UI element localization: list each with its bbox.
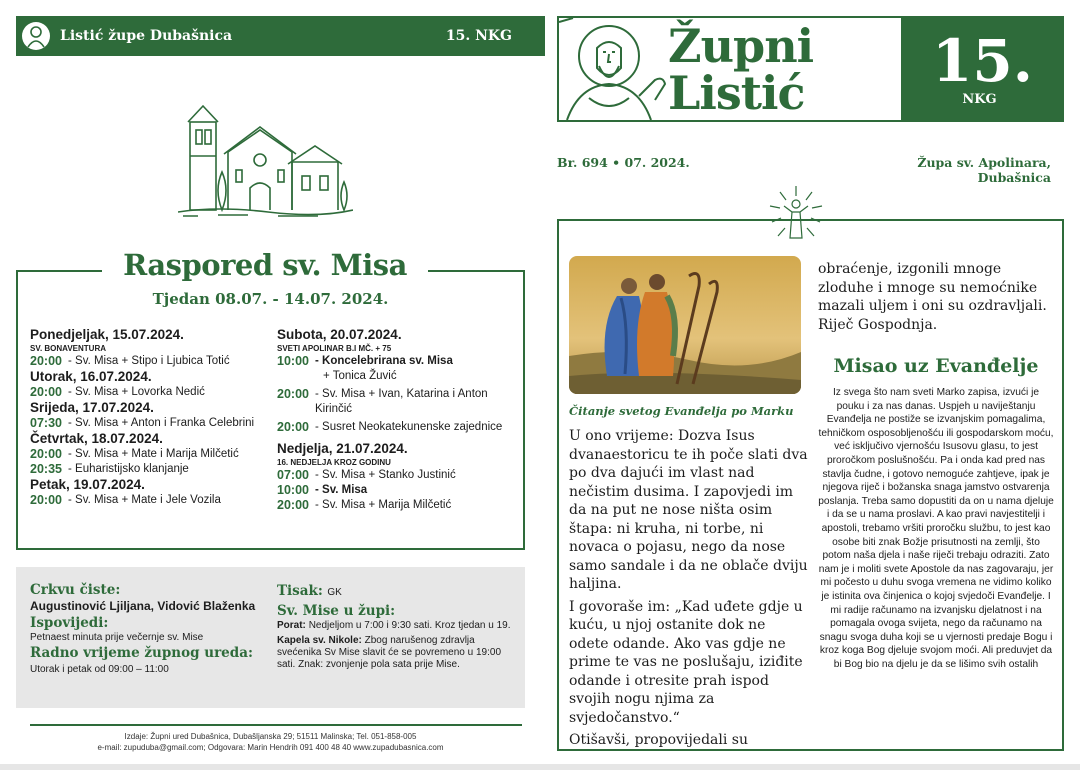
- left-header-number: 15. NKG: [445, 28, 512, 44]
- mass-time: 20:00: [30, 493, 62, 507]
- mass-entry: [277, 483, 517, 498]
- saint-logo-icon: [22, 22, 50, 50]
- schedule-day: [277, 441, 517, 513]
- masthead-number-label: NKG: [962, 92, 997, 107]
- reflection-title: Misao uz Evanđelje: [833, 355, 1039, 377]
- masthead-number-block: [901, 16, 1064, 122]
- kapela-line: [277, 635, 517, 671]
- print-label: Tisak:: [277, 583, 323, 599]
- mass-time: 07:30: [30, 416, 62, 430]
- mass-time: 07:00: [277, 468, 309, 482]
- print-value: GK: [327, 587, 342, 598]
- mass-text: - Sv. Misa + Anton i Franka Celebrini: [68, 417, 255, 429]
- print-line: [277, 582, 517, 600]
- schedule-column-left: [30, 327, 275, 508]
- schedule-day: [30, 327, 275, 369]
- mass-time: 20:35: [30, 462, 62, 476]
- mass-entry: [277, 498, 517, 513]
- imprint-line-2: e-mail: zupuduba@gmail.com; Odgovara: Marin Hendrih 091 400 48 40 www.zupadubasnica.com: [97, 743, 444, 752]
- gospel-paragraph: U ono vrijeme: Dozva Isus dvanaestoricu te ih poče slati dva po dva dajući im vlast nad nečistim dusima. I zapovjedi im da na put ne nose ništa osim štapa: ni kruha, ni torbe, ni novaca o pojasu, nego da nose samo sandale i da ne oblače dviju haljina.: [569, 428, 808, 592]
- mass-entry: [277, 468, 517, 483]
- porat-text: Nedjeljom u 7:00 i 9:30 sati. Kroz tjedan u 19.: [308, 620, 511, 631]
- mass-time: 20:00: [30, 447, 62, 461]
- mass-entry: [30, 493, 275, 508]
- imprint-line-1: Izdaje: Župni ured Dubašnica, Dubašljanska 29; 51511 Malinska; Tel. 051-858-005: [124, 732, 417, 741]
- cleaning-label: Crkvu čiste:: [30, 582, 121, 598]
- cleaning-names: Augustinović Ljiljana, Vidović Blaženka: [30, 599, 256, 613]
- mass-text: - Euharistijsko klanjanje: [68, 463, 189, 475]
- reflection-text: Iz svega što nam sveti Marko zapisa, izvući je pouku i za nas danas. Uspjeh u naviještanju Evanđelja ne postiže se izvanjskim pomagalima, tehničkom osposobljenošću ili gospodarskom moću, već isključivo vjernošću Isusovu glasu, to jest proročkom poslušnošću. Pa i onda kad pred nas stavlja čudne, i gotovo nemoguće zahtjeve, ipak je njegova riječ i božanska snaga jamstvo ostvarenja poslanja. Treba samo dopustiti da on u nama djeluje i da se u nama proslavi. A kao pravi navjestitelji i apostoli, trebamo vršiti proročku službu, to jest kao osobe biti znak Božje prisutnosti na zemlji, što potom naša djela i naše riječi trebaju odraziti. Zato nam je i moliti svete Apostole da nas zagovaraju, jer mi počesto u duhu svoga vremena ne vidimo koliko je istinita ova činjenica o kojoj svjedoči Evanđelje. I mi radije računamo na izvanjsku djelatnost i na pomagala ovoga svijeta, nego da računamo na snagu svoga duha koji se u vjernosti predaje Bogu i kroz koga Bog djeluje svojom moći. Ali preduvjet da bi Bog bio na djelu je da se lišimo svih ostalih: [818, 387, 1054, 670]
- page-bottom-strip: [0, 764, 1080, 770]
- mass-time: 20:00: [277, 420, 309, 434]
- day-heading: Utorak, 16.07.2024.: [30, 369, 152, 384]
- mass-text: - Sv. Misa + Ivan, Katarina i Anton Kirinčić: [315, 388, 488, 415]
- day-heading: Srijeda, 17.07.2024.: [30, 400, 154, 415]
- masthead-title-line1: Župni: [668, 19, 814, 73]
- mass-text-block: [315, 354, 517, 384]
- issue-number: Br. 694 • 07. 2024.: [557, 155, 690, 170]
- mass-text-secondary: + Tonica Žuvić: [323, 370, 397, 382]
- saint-portrait-icon: [559, 18, 669, 120]
- left-header-title: Listić župe Dubašnica: [60, 28, 233, 44]
- mass-time: 20:00: [30, 354, 62, 368]
- masthead-title-line2: Listić: [668, 66, 805, 120]
- mass-text: - Koncelebrirana sv. Misa: [315, 355, 453, 367]
- office-hours-label: Radno vrijeme župnog ureda:: [30, 645, 253, 661]
- schedule-title: Raspored sv. Misa: [102, 248, 428, 282]
- mass-text: - Sv. Misa: [315, 484, 368, 496]
- left-header-bar: [16, 16, 545, 56]
- schedule-week: Tjedan 08.07. - 14.07. 2024.: [152, 290, 389, 308]
- mass-text: - Sv. Misa + Stipo i Ljubica Totić: [68, 355, 230, 367]
- schedule-column-right: [277, 327, 517, 513]
- mass-entry: [277, 420, 517, 435]
- schedule-day: [277, 327, 517, 435]
- imprint-divider: [30, 724, 522, 726]
- mass-entry: [277, 387, 517, 417]
- mass-text: - Sv. Misa + Mate i Jele Vozila: [68, 494, 221, 506]
- imprint: [16, 731, 525, 753]
- mass-time: 20:00: [277, 387, 309, 401]
- parish-name: Župa sv. Apolinara, Dubašnica: [917, 155, 1051, 185]
- porat-label: Porat:: [277, 620, 306, 631]
- mass-text: - Sv. Misa + Stanko Justinić: [315, 469, 456, 481]
- masses-label: Sv. Mise u župi:: [277, 603, 396, 619]
- day-saint: SVETI APOLINAR B.I MČ. + 75: [277, 344, 392, 353]
- mass-time: 20:00: [30, 385, 62, 399]
- day-heading: Petak, 19.07.2024.: [30, 477, 145, 492]
- mass-text: - Susret Neokatekunenske zajednice: [315, 421, 503, 433]
- mass-text: - Sv. Misa + Lovorka Nedić: [68, 386, 205, 398]
- mass-entry: [30, 416, 275, 431]
- schedule-day: [30, 477, 275, 508]
- schedule-day: [30, 369, 275, 400]
- gospel-paragraph: Otišavši, propovijedali su: [569, 732, 748, 748]
- gospel-paragraph: I govoraše im: „Kad uđete gdje u kuću, u njoj ostanite dok ne odete odande. Ako vas gdje ne prime te vas ne poslušaju, iziđite odande i otresite prah ispod svojih nogu njima za svjedočanstvo.“: [569, 598, 803, 726]
- mass-text: - Sv. Misa + Marija Milčetić: [315, 499, 452, 511]
- confession-label: Ispovijedi:: [30, 615, 109, 631]
- info-left-column: [30, 582, 265, 676]
- mass-time: 10:00: [277, 354, 309, 368]
- mass-entry: [30, 385, 275, 400]
- masthead-number: 15.: [932, 27, 1033, 95]
- day-heading: Ponedjeljak, 15.07.2024.: [30, 327, 184, 342]
- mass-text: - Sv. Misa + Mate i Marija Milčetić: [68, 448, 239, 460]
- day-heading: Subota, 20.07.2024.: [277, 327, 402, 342]
- gospel-text: [569, 427, 809, 754]
- mass-entry: [30, 462, 275, 477]
- day-saint: 16. NEDJELJA KROZ GODINU: [277, 458, 391, 467]
- schedule-day: [30, 431, 275, 477]
- mass-time: 10:00: [277, 483, 309, 497]
- kapela-label: Kapela sv. Nikole:: [277, 635, 362, 646]
- day-saint: SV. BONAVENTURA: [30, 344, 107, 353]
- church-illustration: [178, 100, 353, 218]
- mass-time: 20:00: [277, 498, 309, 512]
- mass-entry: [30, 354, 275, 369]
- mass-entry: [30, 447, 275, 462]
- schedule-day: [30, 400, 275, 431]
- kapela-text: Zbog narušenog zdravlja svećenika Sv Mise slavit će se povremeno u 19:00 sati. Znak: zvonjenje pola sata prije Mise.: [277, 635, 501, 670]
- gospel-reference: Čitanje svetog Evanđelja po Marku: [569, 404, 794, 418]
- day-heading: Četvrtak, 18.07.2024.: [30, 431, 163, 446]
- confession-text: Petnaest minuta prije večernje sv. Mise: [30, 632, 204, 643]
- apostles-painting: [569, 256, 801, 394]
- day-heading: Nedjelja, 21.07.2024.: [277, 441, 408, 456]
- info-right-column: [277, 582, 517, 671]
- gospel-continuation: obraćenje, izgonili mnoge zloduhe i mnoge su nemoćnike mazali uljem i oni su ozdravljali. Riječ Gospodnja.: [818, 261, 1047, 333]
- office-hours-text: Utorak i petak od 09:00 – 11:00: [30, 664, 169, 675]
- porat-line: [277, 620, 517, 632]
- mass-entry: [277, 354, 517, 384]
